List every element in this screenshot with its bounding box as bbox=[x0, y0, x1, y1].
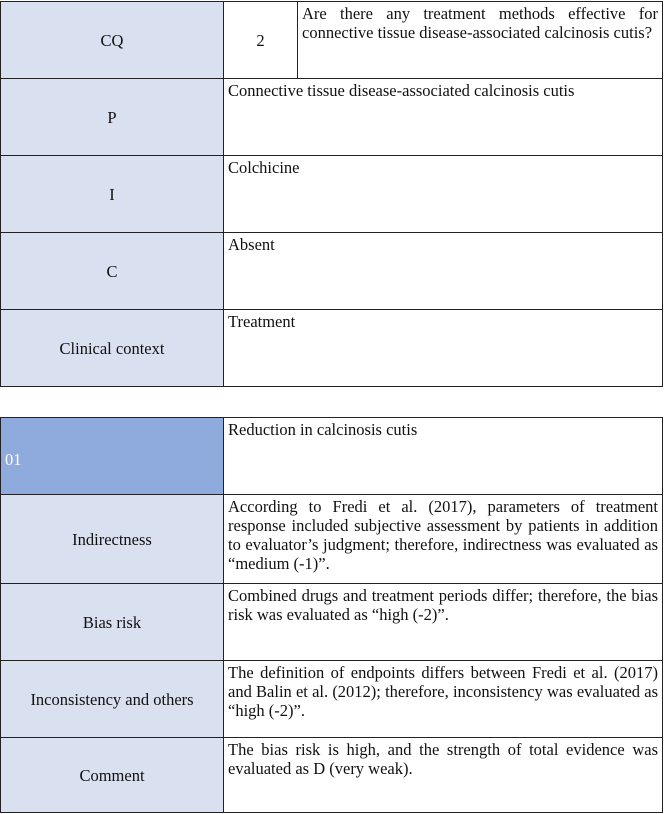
outcome-table bbox=[0, 417, 663, 813]
outcome-label: 01 bbox=[1, 418, 224, 495]
cq-number: 2 bbox=[224, 2, 298, 79]
pico-row-clinical-context bbox=[1, 310, 663, 387]
bias-risk-label: Bias risk bbox=[1, 584, 224, 661]
pico-row-c bbox=[1, 233, 663, 310]
pico-value-c: Absent bbox=[224, 233, 663, 310]
outcome-value: Reduction in calcinosis cutis bbox=[224, 418, 663, 495]
pico-value-i: Colchicine bbox=[224, 156, 663, 233]
cq-row bbox=[1, 2, 663, 79]
inconsistency-row bbox=[1, 661, 663, 738]
pico-value-clinical-context: Treatment bbox=[224, 310, 663, 387]
pico-table bbox=[0, 1, 663, 387]
pico-value-p: Connective tissue disease-associated calcinosis cutis bbox=[224, 79, 663, 156]
pico-label-c: C bbox=[1, 233, 224, 310]
outcome-row bbox=[1, 418, 663, 495]
inconsistency-value: The definition of endpoints differs between Fredi et al. (2017) and Balin et al. (2012); therefore, inconsistency was evaluated as “high (-2)”. bbox=[224, 661, 663, 738]
bias-risk-row bbox=[1, 584, 663, 661]
indirectness-label: Indirectness bbox=[1, 495, 224, 584]
comment-value: The bias risk is high, and the strength of total evidence was evaluated as D (very weak). bbox=[224, 738, 663, 813]
pico-label-clinical-context: Clinical context bbox=[1, 310, 224, 387]
indirectness-row bbox=[1, 495, 663, 584]
pico-label-i: I bbox=[1, 156, 224, 233]
indirectness-value: According to Fredi et al. (2017), parameters of treatment response included subjective assessment by patients in addition to evaluator’s judgment; therefore, indirectness was evaluated as “medium (-1)”. bbox=[224, 495, 663, 584]
bias-risk-value: Combined drugs and treatment periods differ; therefore, the bias risk was evaluated as “high (-2)”. bbox=[224, 584, 663, 661]
pico-row-i bbox=[1, 156, 663, 233]
inconsistency-label: Inconsistency and others bbox=[1, 661, 224, 738]
comment-row bbox=[1, 738, 663, 813]
cq-label: CQ bbox=[1, 2, 224, 79]
comment-label: Comment bbox=[1, 738, 224, 813]
pico-label-p: P bbox=[1, 79, 224, 156]
cq-question: Are there any treatment methods effective for connective tissue disease-associated calcinosis cutis? bbox=[298, 2, 663, 79]
pico-row-p bbox=[1, 79, 663, 156]
